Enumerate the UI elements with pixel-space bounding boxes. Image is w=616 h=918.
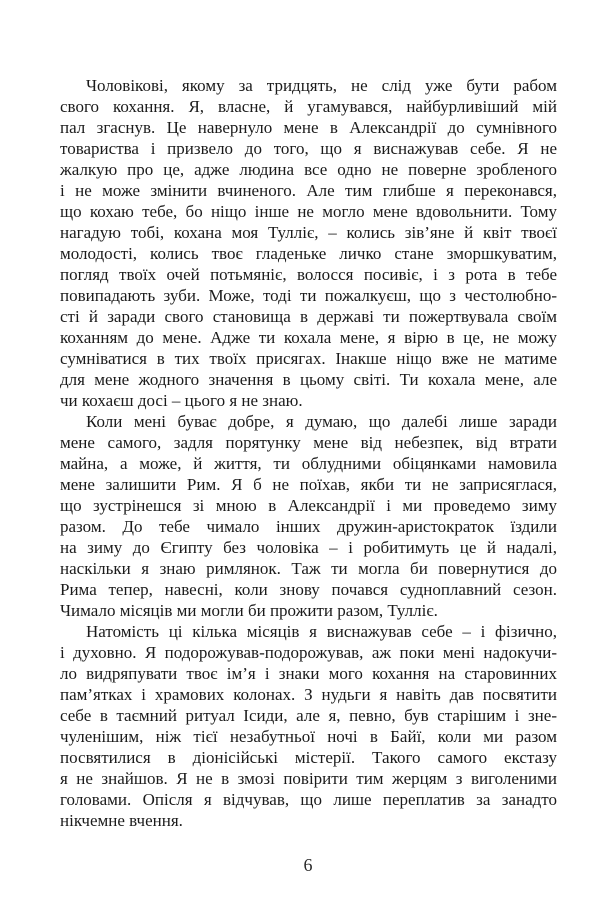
text-line: я не знайшов. Я не в змозі повірити тим жерцям з виголеними: [60, 769, 557, 788]
text-line: для мене жодного значення в цьому світі. Ти кохала мене, але: [60, 370, 557, 389]
text-line: пал згаснув. Це навернуло мене в Александрії до сумнівного: [60, 118, 557, 137]
text-line: наскільки я знаю римлянок. Таж ти могла би повернутися до: [60, 559, 557, 578]
text-line: і духовно. Я подорожував-подорожував, аж поки мені надокучи-: [60, 643, 557, 662]
text-block: [60, 75, 557, 831]
text-line: Коли мені буває добре, я думаю, що далебі лише заради: [86, 412, 557, 431]
text-line: коханням до мене. Адже ти кохала мене, я вірю в це, не можу: [60, 328, 557, 347]
text-line: на зиму до Єгипту без чоловіка – і робитимуть це й надалі,: [60, 538, 557, 557]
text-line: мене залишити Рим. Я б не поїхав, якби ти не заприсяглася,: [60, 475, 557, 494]
text-line: Чоловікові, якому за тридцять, не слід уже бути рабом: [86, 76, 557, 95]
text-line: погляд твоїх очей потьмяніє, волосся посивіє, і з рота в тебе: [60, 265, 557, 284]
text-line: свого кохання. Я, власне, й угамувався, найбурливіший мій: [60, 97, 557, 116]
text-line: нагадую тобі, кохана моя Тулліє, – колись зів’яне й квіт твоєї: [60, 223, 557, 242]
page-number: 6: [303, 855, 313, 875]
text-line: що зустрінешся зі мною в Александрії і ми проведемо зиму: [60, 496, 557, 515]
text-line: Натомість ці кілька місяців я виснажував себе – і фізично,: [86, 622, 557, 641]
text-line: чуленішим, ніж тієї незабутньої ночі в Байї, коли ми разом: [60, 727, 557, 746]
paragraph: [60, 411, 557, 621]
text-line: чи кохаєш досі – цього я не знаю.: [60, 391, 303, 410]
text-line: майна, а може, й життя, ти облудними обіцянками намовила: [60, 454, 557, 473]
text-line: ло видряпувати твоє ім’я і знаки мого кохання на старовинних: [60, 664, 557, 683]
text-line: жалкую про це, адже людина все одно не поверне зробленого: [60, 160, 557, 179]
text-line: посвятилися в діонісійські містерії. Такого самого екстазу: [60, 748, 557, 767]
paragraph: [60, 75, 557, 411]
text-line: Чимало місяців ми могли би прожити разом, Тулліє.: [60, 601, 438, 620]
text-line: що кохаю тебе, бо ніщо інше не могло мене вдовольнити. Тому: [60, 202, 557, 221]
text-line: сумніватися в тих твоїх присягах. Інакше ніщо вже не матиме: [60, 349, 557, 368]
text-line: сті й заради свого становища в державі ти пожертвувала своїм: [60, 307, 557, 326]
text-line: разом. До тебе чимало інших дружин-аристократок їздили: [60, 517, 557, 536]
text-line: і не може змінити вчиненого. Але тим глибше я переконався,: [60, 181, 557, 200]
text-line: товариства і призвело до того, що я виснажував себе. Я не: [60, 139, 557, 158]
text-line: повипадають зуби. Може, тоді ти пожалкуєш, що з честолюбно-: [60, 286, 557, 305]
text-line: нікчемне вчення.: [60, 811, 183, 830]
text-line: мене самого, задля порятунку мене від небезпек, від втрати: [60, 433, 557, 452]
text-line: Рима тепер, навесні, коли знову почався судноплавний сезон.: [60, 580, 557, 599]
text-line: головами. Опісля я відчував, що лише переплатив за занадто: [60, 790, 557, 809]
text-line: себе в таємний ритуал Ісиди, але я, певно, був старішим і зне-: [60, 706, 557, 725]
text-line: молодості, колись твоє гладеньке личко стане зморшкуватим,: [60, 244, 557, 263]
text-line: пам’ятках і храмових колонах. З нудьги я навіть дав посвятити: [60, 685, 557, 704]
paragraph: [60, 621, 557, 831]
